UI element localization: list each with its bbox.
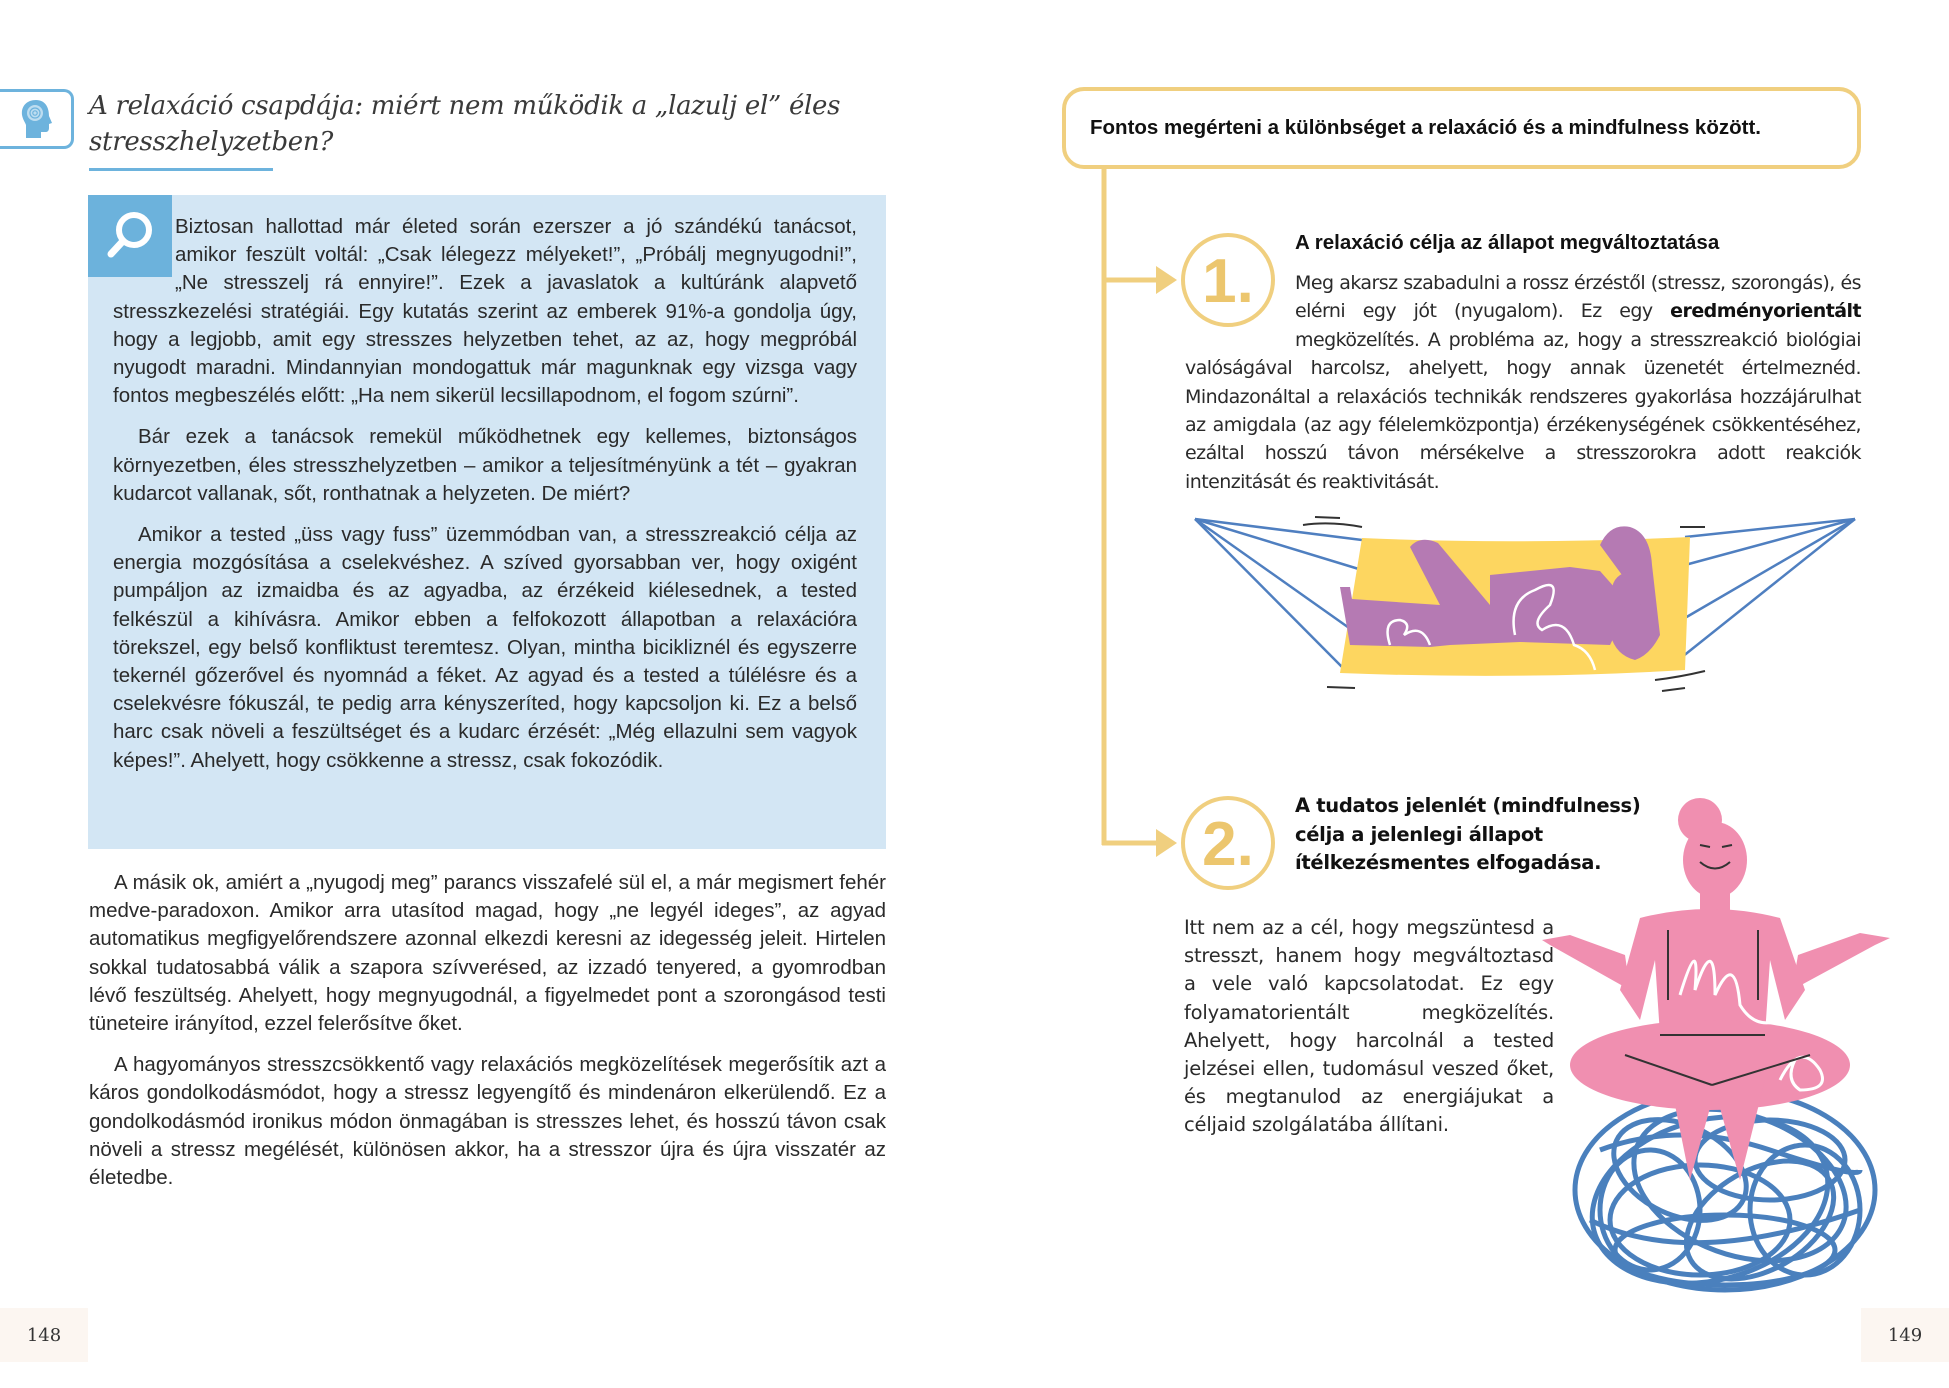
section2-title: A tudatos jelenlét (mindfulness) célja a jelenlegi állapot ítélkezésmentes elfogadása. (1295, 794, 1641, 874)
body-text (89, 869, 886, 1205)
section1-title: A relaxáció célja az állapot megváltoztatása (1295, 231, 1720, 254)
section2-text (1184, 914, 1554, 1140)
info-paragraph: Amikor a tested „üss vagy fuss” üzemmódban van, a stresszreakció célja az energia mozgósítása a cselekvéshez. A szíved gyorsabban ver, hogy oxigént pumpáljon az izmaidba és az agyadba, az érzékeid kiélesednek, a tested felkészül a kihívásra. Amikor ebben a felfokozott állapotban a relaxációra törekszel, egy belső konfliktust teremtesz. Olyan, mintha bicikliznél és egyszerre tekernél gőzerővel és nyomnád a féket. Az agyad és a tested a túlélésre és a cselekvésre fókuszál, te pedig arra kényszeríted, hogy kapcsoljon ki. Ez a belső harc csak növeli a feszültséget és a kudarc érzését: „Még ellazulni sem vagyok képes!”. Ahelyett, hogy csökkenne a stressz, csak fokozódik. (113, 523, 857, 772)
info-box-text (113, 213, 857, 788)
section1-bold-term: eredményorientált (1670, 300, 1861, 323)
meditating-person-on-tangled-ball-illustration (1530, 790, 1910, 1300)
person-in-hammock-illustration (1190, 505, 1860, 735)
section1-text-b: megközelítés. A probléma az, hogy a stresszreakció biológiai valóságával harcolsz, ahelyett, hogy annak üzenetét értelmeznéd. Mindazonáltal a relaxációs technikák rendszeres gyakorlása hozzájárulhat az amigdala (az agy félelemközpontja) érzékenységének csökkentéséhez, ezáltal hosszú távon mérsékelve a stresszorokra adott reakciók intenzitását és reaktivitását. (1185, 328, 1861, 493)
connector-lines (1102, 168, 1160, 845)
key-message-text: Fontos megérteni a különbséget a relaxáció és a mindfulness között. (1090, 116, 1761, 139)
key-message-frame (1062, 87, 1861, 169)
number-2-label: 2. (1202, 810, 1254, 879)
section1-text (1185, 269, 1861, 496)
arrow-1-icon (1156, 266, 1177, 294)
title-underline (89, 168, 273, 171)
number-1-label: 1. (1202, 247, 1254, 316)
arrow-2-icon (1156, 829, 1177, 857)
chapter-icon-box (0, 89, 74, 149)
section2-paragraph: Itt nem az a cél, hogy megszüntesd a stresszt, hanem hogy megváltoztasd a vele való kapcsolatodat. Ez egy folyamatorientált megközelítés. Ahelyett, hogy harcolnál a tested jelzései ellen, tudomásul veszed őket, és megtanulod az energiájukat a céljaid szolgálatába állítani. (1184, 916, 1554, 1137)
info-paragraph: Bár ezek a tanácsok remekül működhetnek egy kellemes, biztonságos környezetben, éles stresszhelyzetben – amikor a teljesítményünk a tét – gyakran kudarcot vallanak, sőt, ronthatnak a helyzeten. De miért? (113, 425, 857, 505)
section1-text-a: Meg akarsz szabadulni a rossz érzéstől (stressz, szorongás), és elérni egy jót (nyugalom). Ez egy (1295, 272, 1861, 323)
page-number-right: 149 (1861, 1308, 1949, 1362)
head-brain-icon (19, 98, 53, 140)
number-circle-2 (1183, 798, 1273, 888)
body-paragraph: A hagyományos stresszcsökkentő vagy relaxációs megközelítések megerősítik azt a káros gondolkodásmódot, hogy a stressz legyengítő és mindenáron elkerülendő. Ez a gondolkodásmód ironikus módon önmagában is stresszes lehet, és hosszú távon csak növeli a stressz megélését, különösen akkor, ha a stresszor újra és újra visszatér az életedbe. (89, 1053, 886, 1190)
body-paragraph: A másik ok, amiért a „nyugodj meg” parancs visszafelé sül el, a már megismert fehér medve-paradoxon. Amikor arra utasítod magad, hogy „ne legyél ideges”, az agyad automatikus megfigyelőrendszere azonnal elkezdi keresni az idegesség jeleit. Hirtelen sokkal tudatosabbá válik a szapora szívverésed, az izzadó tenyered, a gyomrodban lévő feszültség. Ahelyett, hogy megnyugodnál, a figyelmedet pont a szorongásod testi tüneteire irányítod, ezzel felerősítve őket. (89, 871, 886, 1036)
info-paragraph: Biztosan hallottad már életed során ezerszer a jó szándékú tanácsot, amikor feszült voltál: „Csak lélegezz mélyeket!”, „Próbálj megnyugodni!”, „Ne stresszelj rá ennyire!”. Ezek a javaslatok a kultúránk alapvető stresszkezelési stratégiái. Egy kutatás szerint az emberek 91%-a gondolja úgy, hogy a legjobb, amit egy stresszes helyzetben tehet, az az, hogy megpróbál nyugodt maradni. Mindannyian mondogattuk már magunknak egy vizsga vagy fontos megbeszélés előtt: „Ha nem sikerül lecsillapodnom, el fogom szúrni”. (113, 215, 857, 408)
page-title: A relaxáció csapdája: miért nem működik a „lazulj el” éles stresszhelyzetben? (89, 91, 841, 157)
page-number-left: 148 (0, 1308, 88, 1362)
